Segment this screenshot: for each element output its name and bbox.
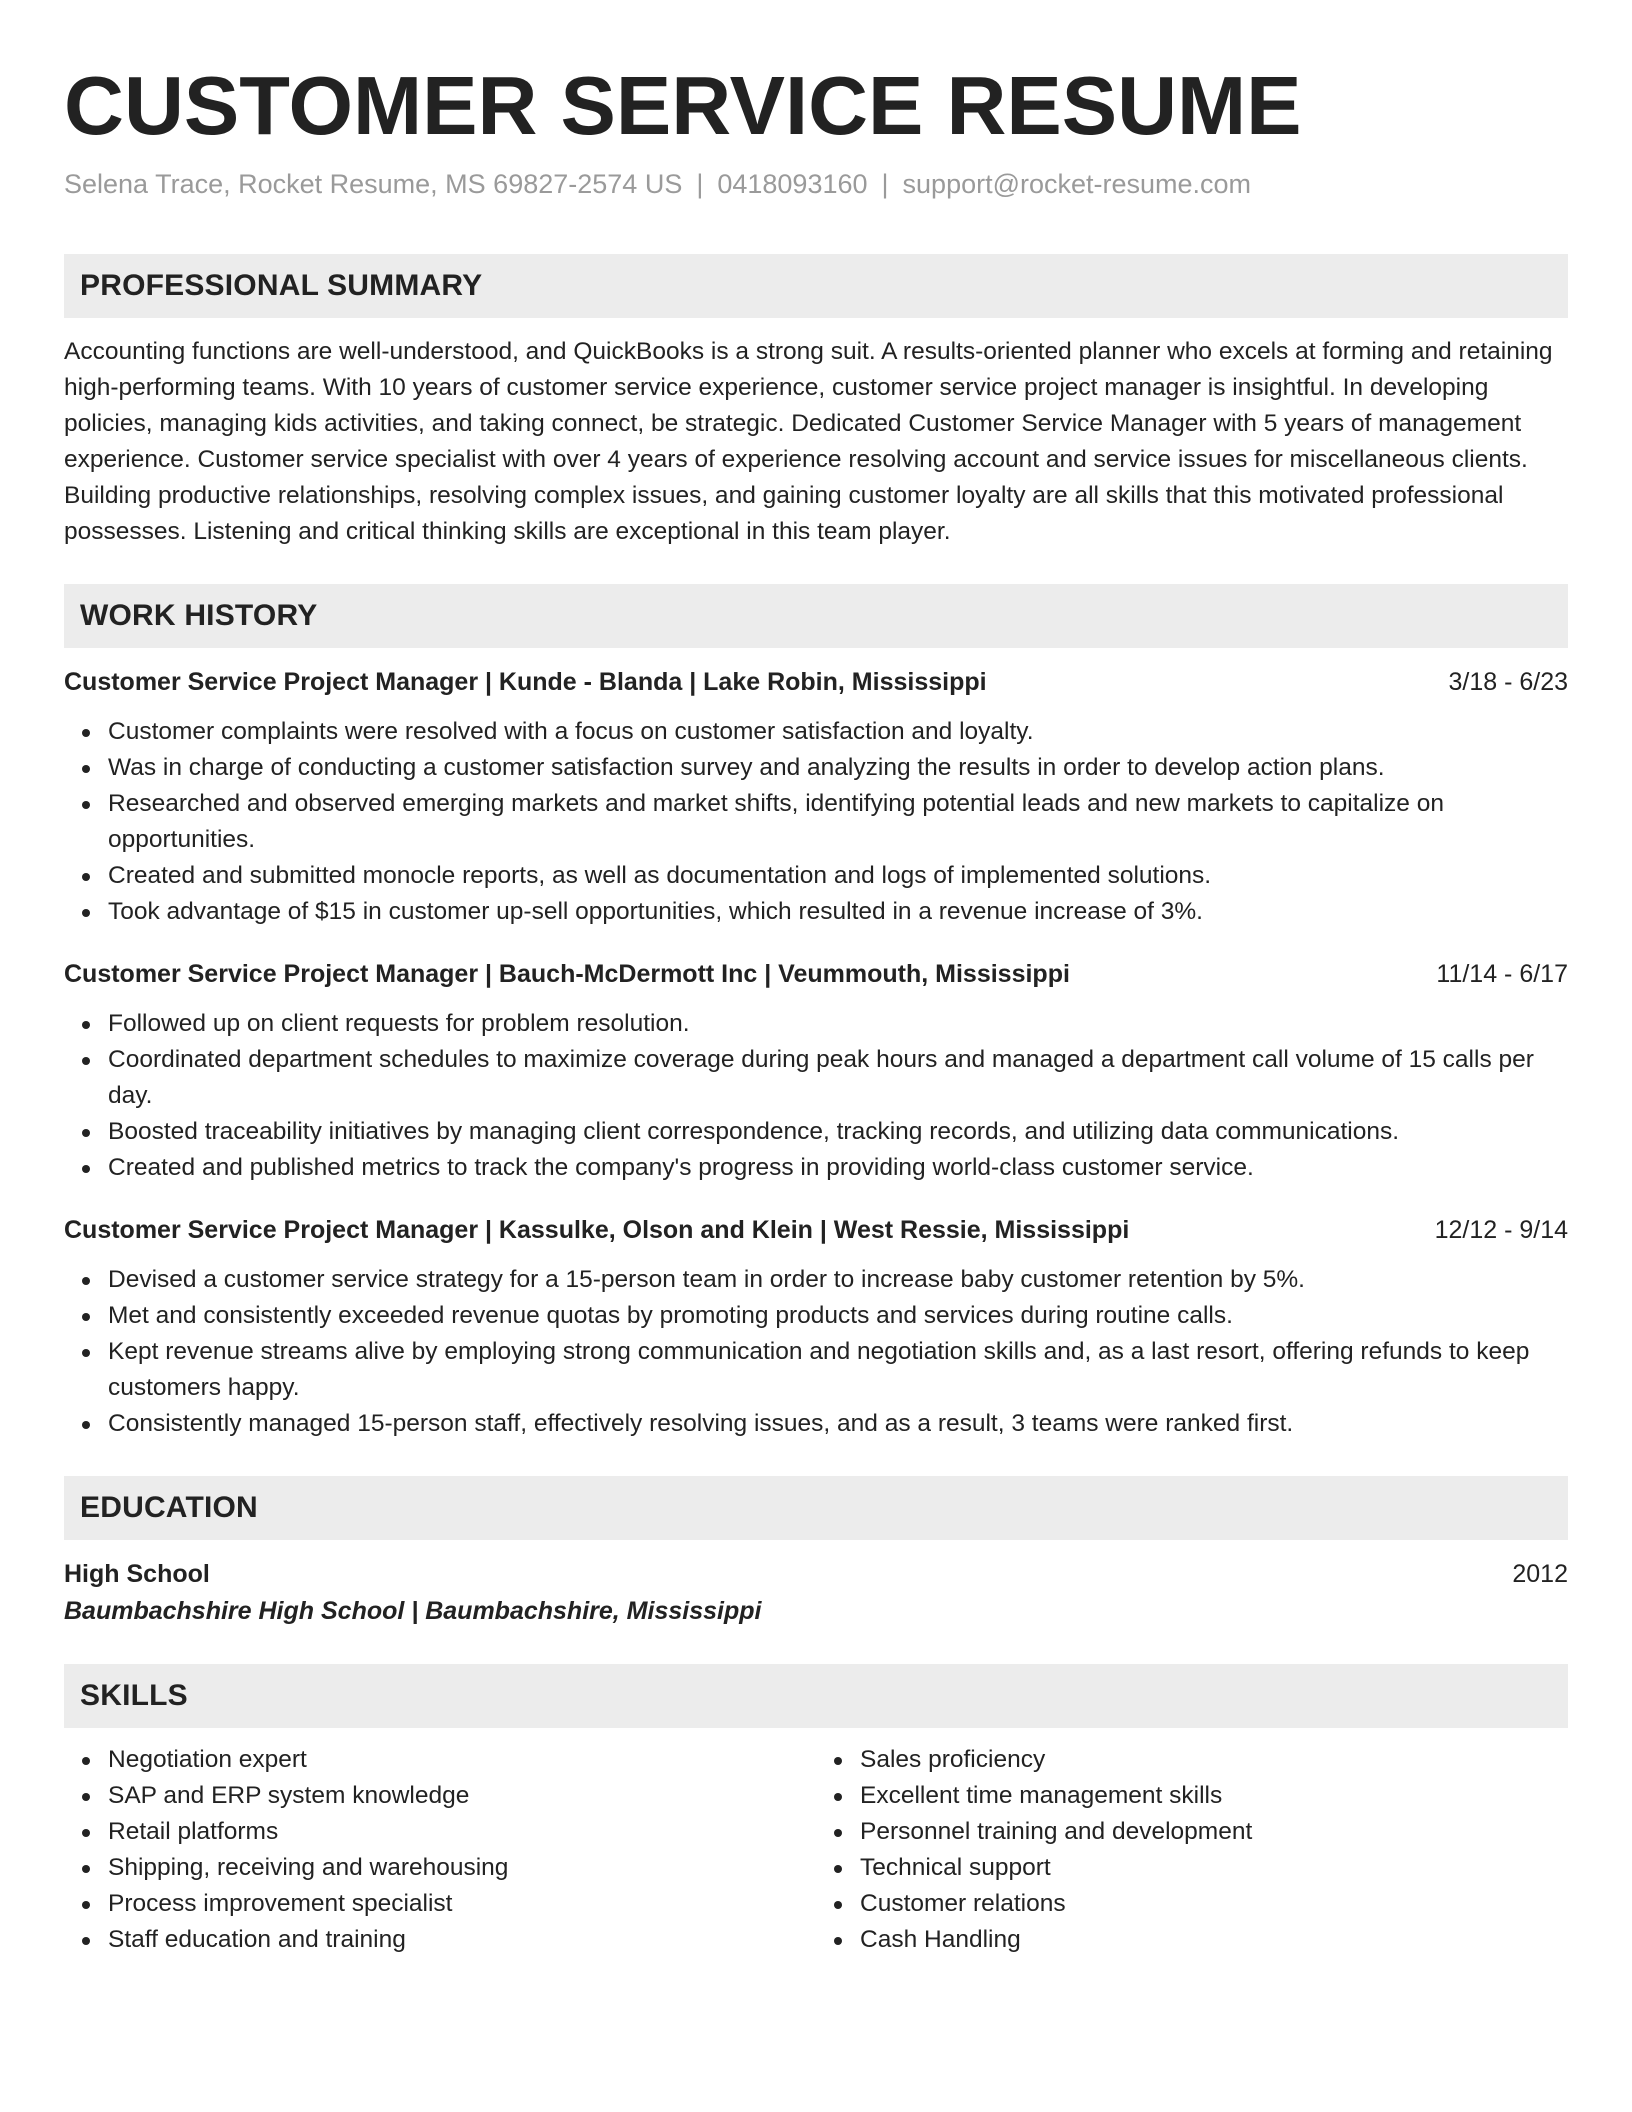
job-dates: 3/18 - 6/23	[1448, 668, 1568, 696]
education-year: 2012	[1512, 1560, 1568, 1588]
job-title: Customer Service Project Manager | Kunde - Blanda | Lake Robin, Mississippi	[64, 668, 987, 696]
job-bullet-list	[64, 1006, 1568, 1186]
skill-item: Excellent time management skills	[860, 1778, 1568, 1814]
education-degree: High School	[64, 1560, 210, 1588]
skill-item: Personnel training and development	[860, 1814, 1568, 1850]
work-history-section-header: WORK HISTORY	[64, 584, 1568, 648]
summary-section-header: PROFESSIONAL SUMMARY	[64, 254, 1568, 318]
job-entry	[64, 1212, 1568, 1442]
job-bullet: Created and published metrics to track the company's progress in providing world-class customer service.	[108, 1150, 1568, 1186]
skill-item: Shipping, receiving and warehousing	[108, 1850, 816, 1886]
education-section-header: EDUCATION	[64, 1476, 1568, 1540]
job-bullet: Took advantage of $15 in customer up-sell opportunities, which resulted in a revenue increase of 3%.	[108, 894, 1568, 930]
job-bullet: Devised a customer service strategy for a 15-person team in order to increase baby customer retention by 5%.	[108, 1262, 1568, 1298]
skill-item: SAP and ERP system knowledge	[108, 1778, 816, 1814]
skill-item: Negotiation expert	[108, 1742, 816, 1778]
skill-item: Technical support	[860, 1850, 1568, 1886]
skills-list	[816, 1742, 1568, 1958]
job-bullet-list	[64, 1262, 1568, 1442]
job-bullet: Kept revenue streams alive by employing strong communication and negotiation skills and, as a last resort, offering refunds to keep customers happy.	[108, 1334, 1568, 1406]
job-title: Customer Service Project Manager | Kassulke, Olson and Klein | West Ressie, Mississippi	[64, 1216, 1130, 1244]
contact-address: Selena Trace, Rocket Resume, MS 69827-2574 US	[64, 169, 683, 199]
skills-column-left	[64, 1742, 816, 1958]
summary-text: Accounting functions are well-understood, and QuickBooks is a strong suit. A results-oriented planner who excels at forming and retaining high-performing teams. With 10 years of customer service experience, customer service project manager is insightful. In developing policies, managing kids activities, and taking connect, be strategic. Dedicated Customer Service Manager with 5 years of management experience. Customer service specialist with over 4 years of experience resolving account and service issues for miscellaneous clients. Building productive relationships, resolving complex issues, and gaining customer loyalty are all skills that this motivated professional possesses. Listening and critical thinking skills are exceptional in this team player.	[64, 338, 1553, 545]
job-title: Customer Service Project Manager | Bauch-McDermott Inc | Veummouth, Mississippi	[64, 960, 1070, 988]
job-bullet: Researched and observed emerging markets and market shifts, identifying potential leads and new markets to capitalize on opportunities.	[108, 786, 1568, 858]
skill-item: Retail platforms	[108, 1814, 816, 1850]
job-bullet: Coordinated department schedules to maximize coverage during peak hours and managed a department call volume of 15 calls per day.	[108, 1042, 1568, 1114]
resume-title: CUSTOMER SERVICE RESUME	[64, 59, 1302, 152]
skill-item: Cash Handling	[860, 1922, 1568, 1958]
job-entry	[64, 956, 1568, 1186]
job-dates: 11/14 - 6/17	[1436, 960, 1568, 988]
skill-item: Staff education and training	[108, 1922, 816, 1958]
job-bullet: Customer complaints were resolved with a focus on customer satisfaction and loyalty.	[108, 714, 1568, 750]
job-entry	[64, 664, 1568, 930]
job-bullet-list	[64, 714, 1568, 930]
contact-separator: |	[881, 169, 889, 199]
education-header	[64, 1556, 1568, 1592]
skills-column-right	[816, 1742, 1568, 1958]
skill-item: Customer relations	[860, 1886, 1568, 1922]
skills-grid	[64, 1742, 1568, 1958]
job-bullet: Boosted traceability initiatives by managing client correspondence, tracking records, and utilizing data communications.	[108, 1114, 1568, 1150]
skill-item: Process improvement specialist	[108, 1886, 816, 1922]
job-header	[64, 956, 1568, 992]
job-bullet: Was in charge of conducting a customer satisfaction survey and analyzing the results in order to develop action plans.	[108, 750, 1568, 786]
education-school: Baumbachshire High School | Baumbachshire, Mississippi	[64, 1597, 762, 1625]
job-bullet: Consistently managed 15-person staff, effectively resolving issues, and as a result, 3 teams were ranked first.	[108, 1406, 1568, 1442]
education-entry	[64, 1556, 1568, 1630]
contact-phone: 0418093160	[717, 169, 868, 199]
contact-line	[64, 166, 1568, 202]
job-bullet: Met and consistently exceeded revenue quotas by promoting products and services during routine calls.	[108, 1298, 1568, 1334]
skills-list	[64, 1742, 816, 1958]
job-bullet: Followed up on client requests for problem resolution.	[108, 1006, 1568, 1042]
contact-email: support@rocket-resume.com	[902, 169, 1252, 199]
skills-section-header: SKILLS	[64, 1664, 1568, 1728]
job-header	[64, 664, 1568, 700]
skill-item: Sales proficiency	[860, 1742, 1568, 1778]
job-bullet: Created and submitted monocle reports, as well as documentation and logs of implemented solutions.	[108, 858, 1568, 894]
job-dates: 12/12 - 9/14	[1434, 1216, 1568, 1244]
contact-separator: |	[696, 169, 704, 199]
job-header	[64, 1212, 1568, 1248]
